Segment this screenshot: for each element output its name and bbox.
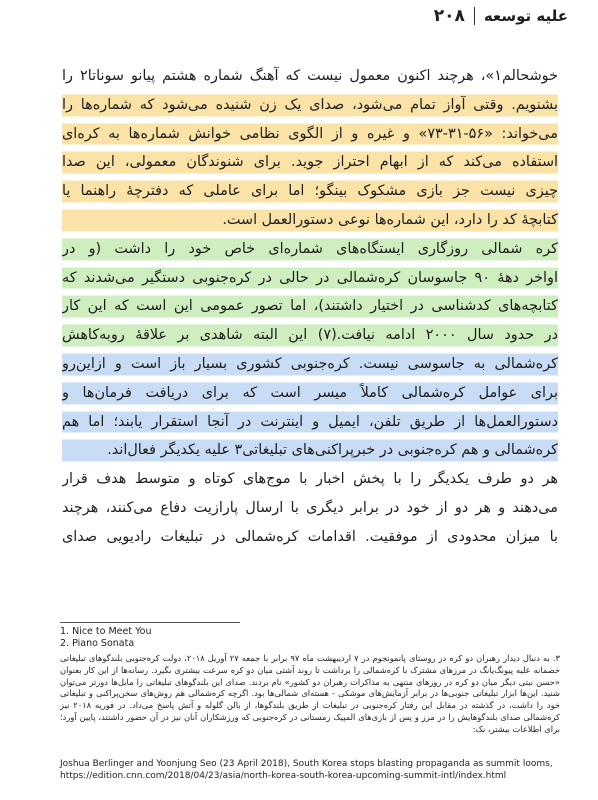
body-line: چیزی نیست جز بازی مشکوک بینگو؛ اما برای عاملی که دفترچهٔ راهنما یا — [62, 177, 558, 206]
body-line: می‌دهند و هر دو از خود در برابر دیگری با ارسال پارازیت دفاع می‌کنند، هرچند — [62, 499, 558, 516]
body-line: برای عوامل کره‌شمالی کاملاً میسر است که برای دریافت فرمان‌ها و — [62, 379, 558, 408]
footnote-2: 2. Piano Sonata — [60, 638, 135, 649]
running-header — [434, 6, 568, 26]
footnote-1: 1. Nice to Meet You — [60, 626, 152, 637]
body-line: کتابچهٔ کد را دارد، این شماره‌ها نوعی دستورالعمل است. — [62, 206, 558, 235]
header-divider — [474, 7, 475, 25]
body-line: کتابچه‌های کدشناسی در اختیار داشتند)، اما تصور عمومی این است که این کار — [62, 292, 558, 321]
body-line: خوشحالم۱»، هرچند اکنون معمول نیست که آهنگ شماره هشتم پیانو سوناتا۲ را — [62, 68, 558, 84]
body-line: کره‌شمالی به جاسوسی نیست. کره‌جنوبی کشوری بسیار باز است و ازاین‌رو — [62, 350, 558, 379]
footnote-3-reference: Joshua Berlinger and Yoonjung Seo (23 April 2018), South Korea stops blasting propaganda as summit looms, https://edition.cnn.com/2018/04/23/asia/north-korea-south-korea-upcoming-summit-intl/index.html — [60, 759, 553, 781]
running-title: علیه توسعه — [483, 7, 568, 25]
body-line: استفاده می‌کند که از ابهام احتراز جوید. برای شنوندگان معمولی، این صدا — [62, 148, 558, 177]
body-line: کره شمالی روزگاری ایستگاه‌های شماره‌ای خاص خود را داشت (و در — [62, 235, 558, 264]
body-line: بشنویم. وقتی آواز تمام می‌شود، صدای یک زن شنیده می‌شود که شماره‌ها را — [62, 91, 558, 120]
footnote-3: ۳. به دنبال دیدار رهبران دو کره در روستای پانمونجوم در ۷ اردیبهشت ماه ۹۷ برابر با جمعه ۲۷ آوریل ۲۰۱۸، دولت کره‌جنوبی بلندگوهای تبلیغاتی خصمانه علیه پیونگ‌یانگ در مرزهای مشترک با کره‌شمالی را برداشت تا روند آشتی میان دو کره سرعت بیشتری بگیرد. رسانه‌ها از این کار بعنوان «حسن نیتی دیگر میان دو کره در روزهای منتهی به مذاکرات رهبران دو کشور» نام بردند. صدای این بلندگوهای تبلیغاتی را مایل‌ها دورتر می‌توان شنید. این‌ها ابزار تبلیغاتی جنوبی‌ها در برابر آزمایش‌های موشکی - هسته‌ای شمالی‌ها بود. اگرچه کره‌شمالی هم روش‌های سخن‌پراکنی و تبلیغاتی خود را داشت، در گذشته در مقابل این رفتار کره‌جنوبی در تبلیغات از طریق بلندگوها، از بالن گلوله و آتش پاسخ می‌داد. در فوریه ۲۰۱۸ نیز کره‌شمالی صدای بلندگوهایش را در مرز و پس از بازی‌های المپیک زمستانی در کره‌جنوبی که ورزشکاران آنان نیز در آن حضور داشتند، پایین آورد؛ برای اطلاعات بیشتر، نک: — [60, 653, 561, 734]
body-text — [62, 62, 558, 552]
footnote-rule — [60, 622, 240, 623]
body-line: دستورالعمل‌ها از طریق تلفن، ایمیل و اینترنت در آنجا استقرار یابند؛ اما هم — [62, 408, 558, 437]
body-line: هر دو طرف یکدیگر را با پخش اخبار با موج‌های کوتاه و متوسط هدف قرار — [62, 471, 558, 488]
body-line: کره‌شمالی و هم کره‌جنوبی در خبرپراکنی‌های تبلیغاتی۳ علیه یکدیگر فعال‌اند. — [62, 436, 558, 465]
body-line: در حدود سال ۲۰۰۰ ادامه نیافت.(۷) این البته شاهدی بر علاقهٔ روبه‌کاهش — [62, 321, 558, 350]
body-line: اواخر دههٔ ۹۰ جاسوسان کره‌شمالی در حالی در کره‌جنوبی دستگیر می‌شدند که — [62, 264, 558, 293]
page-number: ۲۰۸ — [433, 6, 465, 26]
body-line: با میزان محدودی از موفقیت. اقدامات کره‌شمالی در تبلیغات رادیویی صدای — [62, 528, 558, 545]
body-line: می‌خواند: «۵۶-۳۱-۷۳» و غیره و از الگوی نظامی خوانش شماره‌ها به کره‌ای — [62, 120, 558, 149]
